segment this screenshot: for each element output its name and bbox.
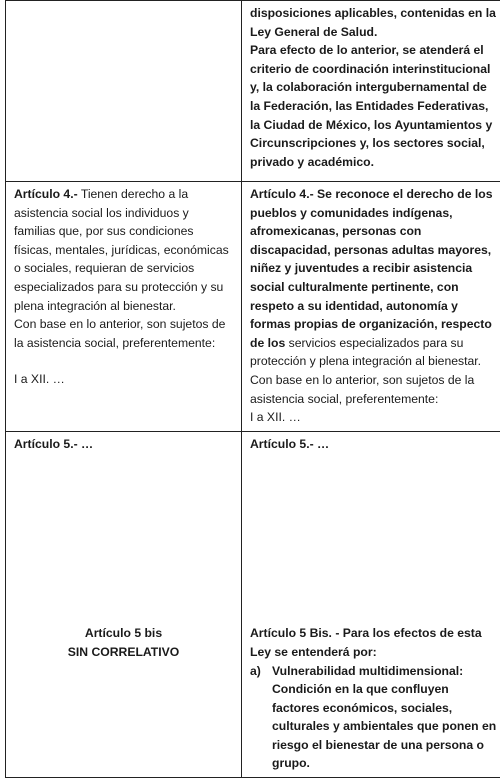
sin-correlativo-block	[14, 624, 233, 661]
list-item	[250, 662, 498, 774]
right-article4-paragraph	[250, 185, 498, 371]
left-article4-paragraph	[14, 185, 233, 315]
comparison-table	[5, 0, 500, 778]
right-text-line2: Para efecto de lo anterior, se atenderá el criterio de coordinación interinstitucional y, la colaboración intergubernamental de la Federación, las Entidades Federativas, la Ciudad de México, los Ayuntamientos y Circunscripciones y, los sectores social, privado y académico.	[250, 41, 498, 171]
right-article4-bold: Se reconoce el derecho de los pueblos y comunidades indígenas, afromexicanas, personas con discapacidad, personas adultas mayores, niñez y juventudes a recibir asistencia social culturalmente pertinente, con respeto a su identidad, autonomía y formas propias de organización, respecto de los	[250, 187, 492, 350]
right-article4-plain: servicios especializados para su protección y plena integración al bienestar.	[250, 336, 481, 369]
left-article5bis-label: Artículo 5 bis	[14, 624, 233, 643]
left-article4-body: Tienen derecho a la asistencia social los individuos y familias que, por sus condiciones físicas, mentales, jurídicas, económicas o sociales, requieran de servicios especializados para su protección y su plena integración al bienestar.	[14, 187, 229, 313]
right-text-line1: disposiciones aplicables, contenidas en la Ley General de Salud.	[250, 4, 498, 41]
left-cell-row1	[6, 1, 242, 182]
left-article4-para3: I a XII. …	[14, 370, 233, 389]
right-article5-heading: Artículo 5.- …	[250, 435, 498, 454]
right-article5bis-intro: Artículo 5 Bis. - Para los efectos de esta Ley se entenderá por:	[250, 624, 498, 661]
table-row	[6, 182, 500, 432]
table-row	[6, 431, 500, 777]
right-article4-heading: Artículo 4.-	[250, 187, 314, 201]
right-article4-para2: Con base en lo anterior, son sujetos de la asistencia social, preferentemente:	[250, 371, 498, 408]
left-cell-article4	[6, 182, 242, 432]
left-article4-para2: Con base en lo anterior, son sujetos de la asistencia social, preferentemente:	[14, 315, 233, 352]
right-cell-article4	[242, 182, 500, 432]
left-cell-article5	[6, 431, 242, 777]
left-article5-heading: Artículo 5.- …	[14, 435, 233, 454]
list-item-text: Vulnerabilidad multidimensional: Condición en la que confluyen factores económicos, sociales, culturales y ambientales que ponen en riesgo el bienestar de una persona o grupo.	[272, 662, 498, 774]
left-article4-heading: Artículo 4.-	[14, 187, 78, 201]
right-article4-para3: I a XII. …	[250, 408, 498, 427]
right-cell-row1	[242, 1, 500, 182]
table-row	[6, 1, 500, 182]
sin-correlativo-label: SIN CORRELATIVO	[14, 643, 233, 662]
list-item-label: a)	[250, 662, 272, 774]
right-cell-article5	[242, 431, 500, 777]
